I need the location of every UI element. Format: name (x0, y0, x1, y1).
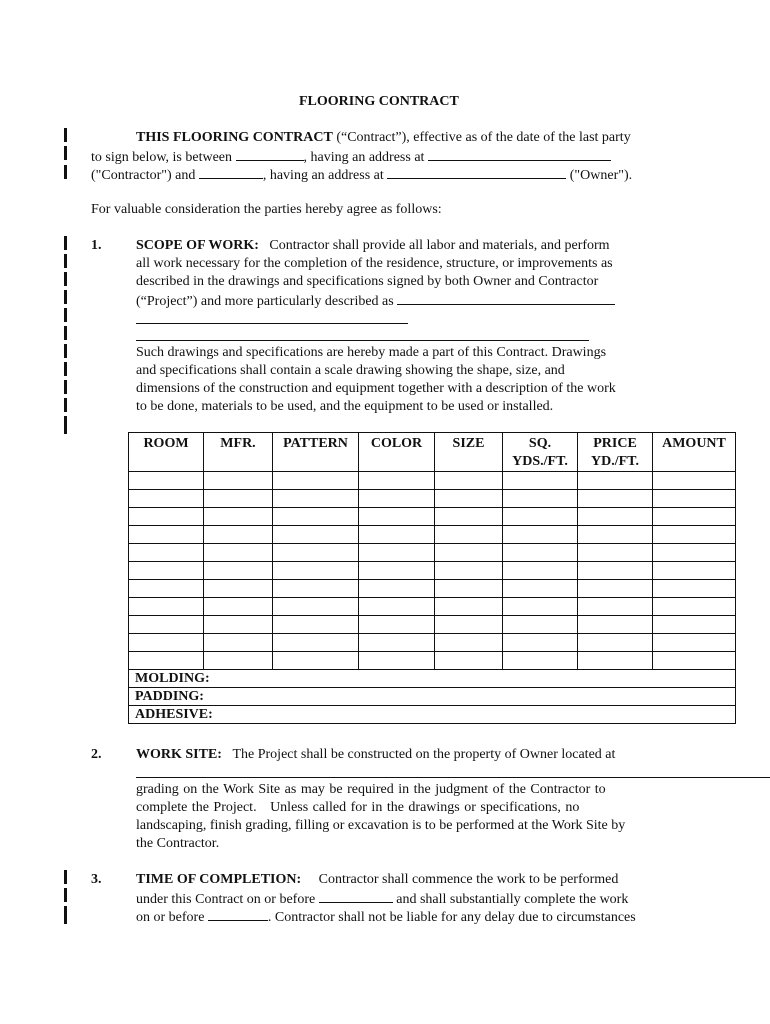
table-cell[interactable] (435, 526, 503, 544)
table-cell[interactable] (129, 616, 204, 634)
padding-row (129, 688, 736, 706)
change-bar (64, 236, 67, 250)
materials-table (128, 432, 736, 724)
section-2-line-3: complete the Project. Unless called for in the drawings or specifications, no (136, 800, 580, 815)
column-header: PATTERN (273, 433, 359, 472)
change-bar (64, 165, 67, 179)
table-cell[interactable] (503, 472, 578, 490)
column-header: COLOR (359, 433, 435, 472)
section-number: 1. (91, 238, 102, 253)
section-heading: TIME OF COMPLETION: (136, 872, 302, 887)
table-cell[interactable] (204, 508, 273, 526)
table-cell[interactable] (578, 652, 653, 670)
padding-label[interactable]: PADDING: (129, 688, 736, 706)
table-row (129, 652, 736, 670)
table-cell[interactable] (653, 616, 736, 634)
table-cell[interactable] (653, 490, 736, 508)
table-cell[interactable] (578, 616, 653, 634)
section-text: Contractor shall commence the work to be performed (318, 872, 619, 887)
change-bar (64, 254, 67, 268)
table-cell[interactable] (273, 562, 359, 580)
table-cell[interactable] (273, 544, 359, 562)
table-cell[interactable] (129, 472, 204, 490)
table-cell[interactable] (359, 616, 435, 634)
project-description-field-2[interactable] (136, 323, 408, 324)
table-cell[interactable] (435, 598, 503, 616)
table-cell[interactable] (653, 472, 736, 490)
section-text: The Project shall be constructed on the property of Owner located at (232, 747, 616, 762)
table-cell[interactable] (129, 508, 204, 526)
owner-address-field[interactable] (387, 165, 566, 179)
table-cell[interactable] (653, 508, 736, 526)
molding-label[interactable]: MOLDING: (129, 670, 736, 688)
contractor-address-field[interactable] (428, 147, 611, 161)
table-row (129, 616, 736, 634)
table-row (129, 544, 736, 562)
table-cell[interactable] (578, 580, 653, 598)
intro-line-2 (91, 147, 611, 167)
table-cell[interactable] (435, 616, 503, 634)
section-1-para-2-line-3: dimensions of the construction and equipment together with a description of the work (136, 381, 616, 396)
table-cell[interactable] (129, 562, 204, 580)
table-cell[interactable] (359, 508, 435, 526)
section-1-para-2-line-4: to be done, materials to be used, and the equipment to be used or installed. (136, 399, 554, 414)
table-cell[interactable] (273, 616, 359, 634)
table-cell[interactable] (129, 580, 204, 598)
table-cell[interactable] (653, 652, 736, 670)
table-cell[interactable] (273, 472, 359, 490)
table-cell[interactable] (204, 616, 273, 634)
change-bar (64, 380, 67, 394)
table-cell[interactable] (273, 526, 359, 544)
work-site-address-field[interactable] (136, 777, 770, 778)
table-row (129, 634, 736, 652)
intro-text: to sign below, is between (91, 150, 236, 165)
change-bar (64, 128, 67, 142)
table-cell[interactable] (129, 598, 204, 616)
table-cell[interactable] (359, 562, 435, 580)
table-cell[interactable] (435, 508, 503, 526)
table-row (129, 598, 736, 616)
change-bar (64, 362, 67, 376)
table-cell[interactable] (653, 598, 736, 616)
section-number: 3. (91, 872, 102, 887)
table-cell[interactable] (503, 580, 578, 598)
owner-name-field[interactable] (199, 165, 263, 179)
column-header: PRICE YD./FT. (578, 433, 653, 472)
table-cell[interactable] (359, 472, 435, 490)
column-header: SQ. YDS./FT. (503, 433, 578, 472)
project-description-field[interactable] (397, 291, 615, 305)
table-cell[interactable] (653, 562, 736, 580)
table-cell[interactable] (578, 526, 653, 544)
section-2-line-4: landscaping, finish grading, filling or excavation is to be performed at the Work Site by (136, 818, 626, 833)
table-cell[interactable] (435, 580, 503, 598)
table-cell[interactable] (435, 490, 503, 508)
table-cell[interactable] (359, 580, 435, 598)
table-cell[interactable] (204, 562, 273, 580)
section-text: Contractor shall provide all labor and materials, and perform (269, 238, 610, 253)
table-cell[interactable] (204, 652, 273, 670)
table-cell[interactable] (359, 652, 435, 670)
section-text: on or before (136, 910, 208, 925)
table-cell[interactable] (503, 652, 578, 670)
change-bar (64, 430, 67, 434)
section-1-para-2-line-1: Such drawings and specifications are hereby made a part of this Contract. Drawings (136, 345, 607, 360)
adhesive-row (129, 706, 736, 724)
consideration-text: For valuable consideration the parties hereby agree as follows: (91, 202, 442, 217)
table-cell[interactable] (653, 634, 736, 652)
table-row (129, 580, 736, 598)
table-cell[interactable] (578, 598, 653, 616)
table-cell[interactable] (204, 634, 273, 652)
table-cell[interactable] (359, 598, 435, 616)
section-number: 2. (91, 747, 102, 762)
table-cell[interactable] (578, 562, 653, 580)
table-cell[interactable] (129, 490, 204, 508)
table-cell[interactable] (204, 598, 273, 616)
table-cell[interactable] (578, 472, 653, 490)
change-bar (64, 398, 67, 412)
change-bar (64, 920, 67, 924)
change-bar (64, 416, 67, 430)
change-bar (64, 146, 67, 160)
table-cell[interactable] (435, 634, 503, 652)
table-cell[interactable] (129, 652, 204, 670)
commence-date-field[interactable] (319, 889, 393, 903)
table-row (129, 526, 736, 544)
table-cell[interactable] (503, 562, 578, 580)
table-cell[interactable] (359, 544, 435, 562)
section-heading: SCOPE OF WORK: (136, 238, 259, 253)
table-row (129, 508, 736, 526)
section-text: under this Contract on or before (136, 892, 319, 907)
section-2-line-5: the Contractor. (136, 836, 220, 851)
column-header: AMOUNT (653, 433, 736, 472)
intro-line-1 (136, 129, 631, 147)
table-cell[interactable] (435, 562, 503, 580)
table-cell[interactable] (435, 544, 503, 562)
section-1-line-3: described in the drawings and specifications signed by both Owner and Contractor (136, 274, 599, 289)
table-row (129, 472, 736, 490)
change-bar (64, 870, 67, 884)
change-bar (64, 272, 67, 286)
section-text: (“Project”) and more particularly described as (136, 294, 398, 309)
table-cell[interactable] (503, 616, 578, 634)
molding-row (129, 670, 736, 688)
column-header: MFR. (204, 433, 273, 472)
column-header: ROOM (129, 433, 204, 472)
table-cell[interactable] (273, 634, 359, 652)
section-2-line-2: grading on the Work Site as may be required in the judgment of the Contractor to (136, 782, 606, 797)
table-cell[interactable] (653, 580, 736, 598)
page-title: FLOORING CONTRACT (299, 94, 459, 109)
adhesive-label[interactable]: ADHESIVE: (129, 706, 736, 724)
table-cell[interactable] (503, 598, 578, 616)
table-cell[interactable] (129, 544, 204, 562)
column-header: SIZE (435, 433, 503, 472)
change-bar (64, 906, 67, 920)
project-description-field-3[interactable] (136, 340, 589, 341)
section-heading: WORK SITE: (136, 747, 222, 762)
table-header-row (129, 433, 736, 472)
table-cell[interactable] (204, 472, 273, 490)
intro-text: , having an address at (303, 150, 428, 165)
section-3-line-3 (136, 907, 636, 927)
table-cell[interactable] (578, 544, 653, 562)
section-3-line-2 (136, 889, 628, 909)
table-cell[interactable] (273, 490, 359, 508)
table-cell[interactable] (503, 634, 578, 652)
table-cell[interactable] (503, 526, 578, 544)
table-cell[interactable] (578, 490, 653, 508)
table-cell[interactable] (359, 634, 435, 652)
contractor-name-field[interactable] (236, 147, 304, 161)
table-cell[interactable] (435, 652, 503, 670)
table-row (129, 490, 736, 508)
table-cell[interactable] (273, 598, 359, 616)
table-cell[interactable] (359, 526, 435, 544)
table-cell[interactable] (273, 652, 359, 670)
intro-text: ("Owner"). (566, 168, 633, 183)
intro-text: , having an address at (262, 168, 388, 183)
table-cell[interactable] (653, 544, 736, 562)
table-cell[interactable] (273, 508, 359, 526)
section-1-para-2-line-2: and specifications shall contain a scale drawing showing the shape, size, and (136, 363, 565, 378)
change-bar (64, 290, 67, 304)
intro-text: ("Contractor") and (91, 168, 199, 183)
section-2-line-1 (136, 746, 615, 764)
table-cell[interactable] (359, 490, 435, 508)
table-cell[interactable] (653, 526, 736, 544)
table-cell[interactable] (129, 526, 204, 544)
change-bar (64, 308, 67, 322)
change-bar (64, 344, 67, 358)
table-cell[interactable] (503, 508, 578, 526)
completion-date-field[interactable] (208, 907, 268, 921)
section-3-line-1 (136, 871, 618, 889)
change-bar (64, 326, 67, 340)
table-cell[interactable] (204, 490, 273, 508)
section-1-line-4 (136, 291, 615, 311)
table-cell[interactable] (503, 544, 578, 562)
table-cell[interactable] (204, 580, 273, 598)
table-cell[interactable] (578, 634, 653, 652)
table-cell[interactable] (204, 544, 273, 562)
section-1-line-2: all work necessary for the completion of the residence, structure, or improvements as (136, 256, 613, 271)
intro-text: (“Contract”), effective as of the date of the last party (332, 130, 631, 145)
table-cell[interactable] (273, 580, 359, 598)
section-1-line-1 (136, 237, 610, 255)
intro-line-3 (91, 165, 632, 185)
table-cell[interactable] (503, 490, 578, 508)
intro-bold-lead: THIS FLOORING CONTRACT (136, 130, 333, 145)
table-cell[interactable] (578, 508, 653, 526)
table-cell[interactable] (204, 526, 273, 544)
table-cell[interactable] (435, 472, 503, 490)
section-text: and shall substantially complete the work (392, 892, 629, 907)
change-bar (64, 888, 67, 902)
table-row (129, 562, 736, 580)
section-text: . Contractor shall not be liable for any delay due to circumstances (267, 910, 636, 925)
table-cell[interactable] (129, 634, 204, 652)
